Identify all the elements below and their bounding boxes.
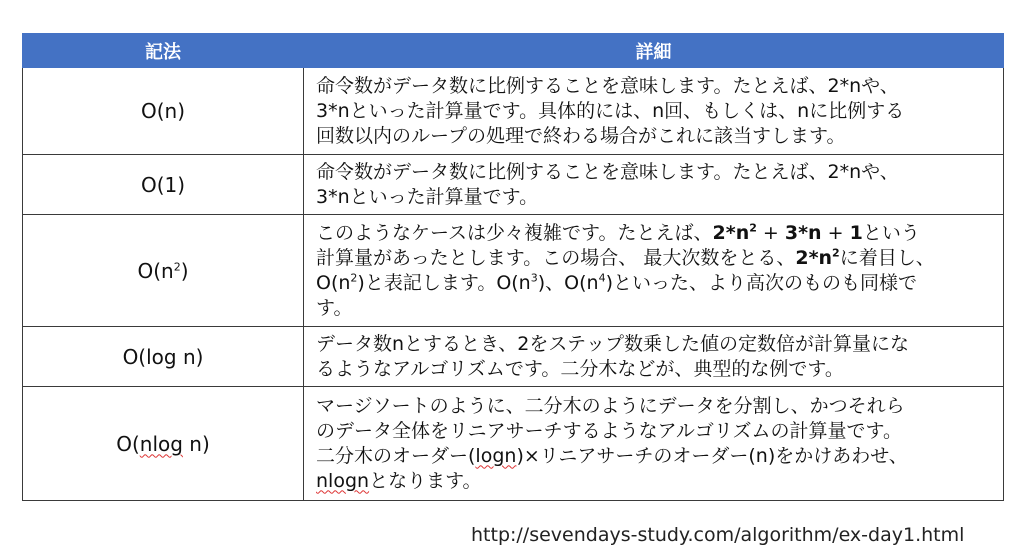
big-o-notation-table	[22, 33, 1004, 501]
detail-cell	[304, 155, 1004, 215]
text-run: )、O(n	[537, 271, 599, 294]
bold-term: 3*n	[784, 221, 822, 244]
notation-squiggle: nlog	[139, 431, 183, 456]
table-row	[23, 387, 1004, 501]
table-header-row	[23, 34, 1004, 68]
bold-term: 1	[849, 221, 863, 244]
detail-line: マージソートのように、二分木のようにデータを分割し、かつそれら	[316, 394, 905, 417]
detail-line: データ数nとするとき、2をステップ数乗した値の定数倍が計算量にな	[316, 332, 909, 355]
detail-line	[316, 469, 993, 494]
header-detail: 詳細	[304, 34, 1004, 68]
notation-close: )	[180, 258, 189, 283]
notation-post: n)	[182, 431, 210, 456]
notation-base: O(n	[137, 258, 174, 283]
bold-exponent: 2	[749, 221, 757, 235]
detail-line: 命令数がデータ数に比例することを意味します。たとえば、2*nや、	[316, 74, 899, 97]
bold-term: 2*n	[712, 221, 750, 244]
text-run: )と表記します。O(n	[357, 271, 531, 294]
table-row	[23, 327, 1004, 387]
exponent: 2	[350, 271, 358, 285]
detail-cell	[304, 68, 1004, 155]
source-url: http://sevendays-study.com/algorithm/ex-day1.html	[471, 524, 965, 546]
table-row	[23, 155, 1004, 215]
text-run: )×リニアサーチのオーダー(n)をかけあわせ、	[516, 444, 908, 467]
text-run: +	[821, 221, 850, 244]
detail-line: 3*nといった計算量です。具体的には、n回、もしくは、nに比例する	[316, 99, 905, 122]
detail-line: のデータ全体をリニアサーチするようなアルゴリズムの計算量です。	[316, 419, 902, 442]
text-run: )といった、より高次のものも同様で	[605, 271, 917, 294]
detail-line: 3*nといった計算量です。	[316, 185, 539, 208]
header-notation: 記法	[23, 34, 304, 68]
text-run: 計算量があったとします。この場合、 最大次数をとる、	[316, 246, 796, 269]
notation-cell	[23, 215, 304, 327]
notation-exponent: 2	[173, 259, 181, 273]
text-run: +	[756, 221, 785, 244]
text-run: このようなケースは少々複雑です。たとえば、	[316, 221, 713, 244]
exponent: 4	[598, 271, 606, 285]
text-run: となります。	[369, 469, 482, 492]
text-run: に着目し、	[839, 246, 935, 269]
detail-cell	[304, 387, 1004, 501]
detail-line: るようなアルゴリズムです。二分木などが、典型的な例です。	[316, 357, 844, 380]
detail-line	[316, 221, 993, 246]
detail-cell	[304, 327, 1004, 387]
detail-line: 回数以内のループの処理で終わる場合がこれに該当すします。	[316, 124, 846, 147]
text-run: という	[862, 221, 920, 244]
table-row	[23, 215, 1004, 327]
text-run: O(n	[316, 271, 351, 294]
notation-pre: O(	[116, 431, 140, 456]
notation-cell	[23, 387, 304, 501]
detail-cell	[304, 215, 1004, 327]
detail-line: す。	[316, 296, 353, 319]
notation-cell: O(log n)	[23, 327, 304, 387]
bold-exponent: 2	[832, 246, 840, 260]
bold-term: 2*n	[795, 246, 833, 269]
squiggle-term: logn	[475, 444, 517, 467]
squiggle-term: nlogn	[316, 469, 370, 492]
detail-line	[316, 271, 993, 296]
detail-line	[316, 444, 993, 469]
text-run: 二分木のオーダー(	[316, 444, 476, 467]
exponent: 3	[530, 271, 538, 285]
detail-line: 命令数がデータ数に比例することを意味します。たとえば、2*nや、	[316, 160, 899, 183]
notation-cell: O(1)	[23, 155, 304, 215]
notation-cell: O(n)	[23, 68, 304, 155]
detail-line	[316, 246, 993, 271]
table-row	[23, 68, 1004, 155]
